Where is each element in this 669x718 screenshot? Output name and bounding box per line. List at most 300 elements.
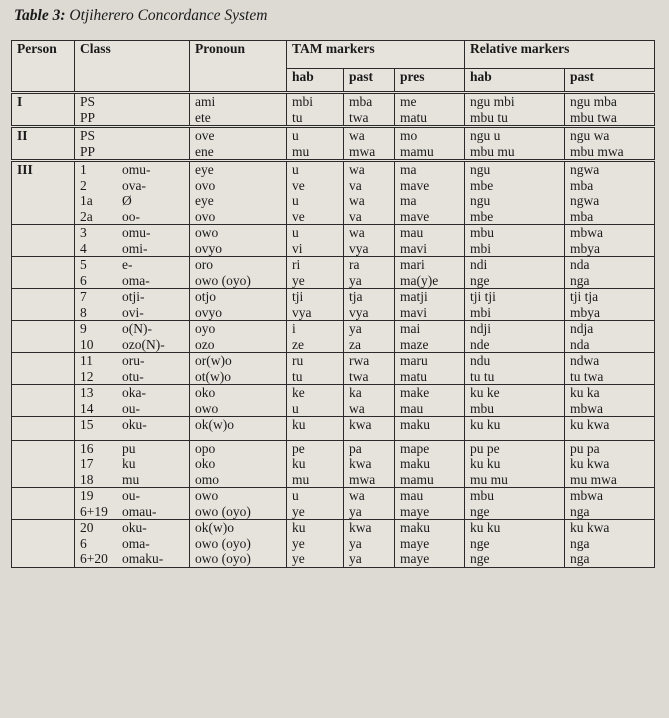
person-cell	[12, 273, 75, 289]
table-row	[12, 225, 655, 241]
class-cell	[75, 488, 190, 504]
pronoun-cell: or(w)o	[190, 353, 287, 369]
table-row	[12, 353, 655, 369]
class-cell	[75, 417, 190, 433]
pronoun-cell: opo	[190, 440, 287, 456]
table-row	[12, 273, 655, 289]
class-number: 6+20	[80, 551, 108, 566]
tam-hab-cell: tu	[287, 369, 344, 385]
person-cell	[12, 551, 75, 567]
class-cell	[75, 257, 190, 273]
pronoun-cell: otjo	[190, 289, 287, 305]
class-prefix: oku-	[122, 520, 147, 535]
class-prefix: omu-	[122, 162, 151, 177]
person-cell	[12, 417, 75, 433]
person-cell	[12, 520, 75, 536]
table-row	[12, 417, 655, 433]
pronoun-cell: owo	[190, 401, 287, 417]
tam-pres-cell: maru	[395, 353, 465, 369]
tam-pres-cell: mamu	[395, 144, 465, 161]
tam-pres-cell: mavi	[395, 241, 465, 257]
subheader-rel-hab: hab	[465, 69, 565, 93]
rel-past-cell: ndwa	[565, 353, 655, 369]
table-row	[12, 209, 655, 225]
tam-past-cell: ka	[344, 385, 395, 401]
tam-pres-cell: mavi	[395, 305, 465, 321]
tam-past-cell: mwa	[344, 472, 395, 488]
table-row	[12, 257, 655, 273]
pronoun-cell: oko	[190, 385, 287, 401]
class-cell	[75, 321, 190, 337]
class-number: 12	[80, 368, 94, 384]
rel-past-cell: nda	[565, 257, 655, 273]
person-cell	[12, 257, 75, 273]
rel-hab-cell: mbe	[465, 209, 565, 225]
rel-hab-cell: mbu	[465, 488, 565, 504]
class-number: 20	[80, 520, 94, 535]
class-prefix: ou-	[122, 488, 140, 503]
person-cell: I	[12, 93, 75, 110]
rel-hab-cell: ku ku	[465, 456, 565, 472]
tam-pres-cell: maze	[395, 337, 465, 353]
tam-pres-cell: maku	[395, 520, 465, 536]
class-cell	[75, 551, 190, 567]
rel-hab-cell: mbu tu	[465, 110, 565, 127]
tam-hab-cell: u	[287, 401, 344, 417]
table-row	[12, 178, 655, 194]
rel-hab-cell: mbu	[465, 225, 565, 241]
tam-hab-cell: ze	[287, 337, 344, 353]
table-row	[12, 536, 655, 552]
pronoun-cell: ene	[190, 144, 287, 161]
tam-hab-cell: ri	[287, 257, 344, 273]
rel-hab-cell: mbe	[465, 178, 565, 194]
tam-past-cell: ya	[344, 551, 395, 567]
tam-hab-cell: ye	[287, 504, 344, 520]
tam-pres-cell: matu	[395, 110, 465, 127]
tam-pres-cell: mave	[395, 178, 465, 194]
tam-hab-cell: u	[287, 127, 344, 144]
person-cell	[12, 144, 75, 161]
rel-past-cell: ku kwa	[565, 417, 655, 433]
tam-hab-cell: u	[287, 488, 344, 504]
rel-past-cell: tji tja	[565, 289, 655, 305]
table-row	[12, 337, 655, 353]
class-number: 2	[80, 177, 87, 193]
tam-past-cell: ya	[344, 321, 395, 337]
rel-past-cell: mbwa	[565, 401, 655, 417]
tam-past-cell: ya	[344, 273, 395, 289]
pronoun-cell: ok(w)o	[190, 417, 287, 433]
tam-past-cell: rwa	[344, 353, 395, 369]
rel-hab-cell: nde	[465, 337, 565, 353]
subheader-rel-past: past	[565, 69, 655, 93]
rel-hab-cell: nge	[465, 536, 565, 552]
header-tam-markers: TAM markers	[287, 41, 465, 69]
class-number: 19	[80, 488, 94, 503]
class-prefix: omaku-	[122, 551, 164, 566]
class-cell	[75, 225, 190, 241]
tam-past-cell: mwa	[344, 144, 395, 161]
tam-hab-cell: i	[287, 321, 344, 337]
rel-hab-cell: ndji	[465, 321, 565, 337]
rel-hab-cell: ngu mbi	[465, 93, 565, 110]
class-prefix: ova-	[122, 177, 146, 193]
class-number: PS	[80, 94, 96, 109]
person-cell	[12, 401, 75, 417]
tam-past-cell: vya	[344, 305, 395, 321]
tam-hab-cell: u	[287, 161, 344, 178]
person-cell: II	[12, 127, 75, 144]
class-prefix: ku	[122, 456, 136, 471]
rel-hab-cell: nge	[465, 504, 565, 520]
pronoun-cell: owo (oyo)	[190, 551, 287, 567]
class-prefix: omu-	[122, 225, 151, 240]
tam-pres-cell: mau	[395, 401, 465, 417]
tam-pres-cell: me	[395, 93, 465, 110]
class-cell	[75, 401, 190, 417]
rel-past-cell: ngu wa	[565, 127, 655, 144]
tam-past-cell: wa	[344, 161, 395, 178]
subheader-tam-hab: hab	[287, 69, 344, 93]
tam-pres-cell: mape	[395, 440, 465, 456]
rel-hab-cell: ku ku	[465, 417, 565, 433]
tam-pres-cell: ma(y)e	[395, 273, 465, 289]
rel-past-cell: nga	[565, 273, 655, 289]
tam-hab-cell: pe	[287, 440, 344, 456]
tam-past-cell: va	[344, 178, 395, 194]
class-cell	[75, 385, 190, 401]
pronoun-cell: ozo	[190, 337, 287, 353]
tam-hab-cell: mbi	[287, 93, 344, 110]
person-cell	[12, 321, 75, 337]
header-pronoun: Pronoun	[190, 41, 287, 93]
pronoun-cell: oyo	[190, 321, 287, 337]
class-cell	[75, 440, 190, 456]
rel-hab-cell: mu mu	[465, 472, 565, 488]
class-prefix: oma-	[122, 535, 150, 551]
class-cell	[75, 178, 190, 194]
pronoun-cell: ok(w)o	[190, 520, 287, 536]
person-cell	[12, 305, 75, 321]
rel-hab-cell: mbi	[465, 241, 565, 257]
rel-past-cell: ngu mba	[565, 93, 655, 110]
class-prefix: oku-	[122, 417, 147, 432]
tam-hab-cell: ru	[287, 353, 344, 369]
rel-hab-cell: ndu	[465, 353, 565, 369]
rel-hab-cell: ku ke	[465, 385, 565, 401]
person-cell	[12, 369, 75, 385]
person-cell	[12, 110, 75, 127]
tam-hab-cell: vya	[287, 305, 344, 321]
class-cell	[75, 144, 190, 161]
person-cell	[12, 178, 75, 194]
class-prefix: ozo(N)-	[122, 336, 165, 352]
table-row	[12, 93, 655, 110]
rel-past-cell: mba	[565, 178, 655, 194]
tam-hab-cell: mu	[287, 144, 344, 161]
rel-hab-cell: nge	[465, 273, 565, 289]
table-row	[12, 440, 655, 456]
pronoun-cell: owo (oyo)	[190, 504, 287, 520]
table-row	[12, 289, 655, 305]
rel-past-cell: ngwa	[565, 193, 655, 209]
class-prefix: oru-	[122, 353, 145, 368]
class-prefix: oma-	[122, 272, 150, 288]
class-prefix: ovi-	[122, 304, 144, 320]
person-cell	[12, 241, 75, 257]
tam-hab-cell: u	[287, 225, 344, 241]
tam-hab-cell: tji	[287, 289, 344, 305]
class-cell	[75, 93, 190, 110]
class-cell	[75, 504, 190, 520]
tam-hab-cell: u	[287, 193, 344, 209]
tam-hab-cell: ku	[287, 417, 344, 433]
tam-pres-cell: mo	[395, 127, 465, 144]
table-row	[12, 241, 655, 257]
table-row	[12, 488, 655, 504]
rel-past-cell: mba	[565, 209, 655, 225]
caption-title: Otjiherero Concordance System	[69, 7, 268, 24]
header-person: Person	[12, 41, 75, 93]
pronoun-cell: oro	[190, 257, 287, 273]
rel-hab-cell: tu tu	[465, 369, 565, 385]
class-cell	[75, 241, 190, 257]
table-row	[12, 193, 655, 209]
pronoun-cell: ovyo	[190, 305, 287, 321]
rel-hab-cell: nge	[465, 551, 565, 567]
class-number: 11	[80, 353, 93, 368]
table-row	[12, 504, 655, 520]
tam-pres-cell: maye	[395, 536, 465, 552]
pronoun-cell: oko	[190, 456, 287, 472]
tam-past-cell: pa	[344, 440, 395, 456]
tam-past-cell: ya	[344, 536, 395, 552]
rel-hab-cell: ndi	[465, 257, 565, 273]
tam-hab-cell: tu	[287, 110, 344, 127]
tam-past-cell: va	[344, 209, 395, 225]
class-cell	[75, 193, 190, 209]
pronoun-cell: ove	[190, 127, 287, 144]
table-caption	[14, 7, 267, 25]
class-prefix: Ø	[122, 193, 132, 208]
tam-hab-cell: vi	[287, 241, 344, 257]
tam-past-cell: tja	[344, 289, 395, 305]
class-cell	[75, 127, 190, 144]
subheader-tam-past: past	[344, 69, 395, 93]
tam-past-cell: kwa	[344, 456, 395, 472]
class-number: 16	[80, 440, 94, 456]
tam-pres-cell: maye	[395, 504, 465, 520]
table-row	[12, 144, 655, 161]
table-body	[12, 93, 655, 568]
rel-past-cell: ku kwa	[565, 520, 655, 536]
class-cell	[75, 472, 190, 488]
class-number: 17	[80, 456, 94, 471]
rel-hab-cell: mbu mu	[465, 144, 565, 161]
tam-pres-cell: make	[395, 385, 465, 401]
tam-past-cell: za	[344, 337, 395, 353]
table-row	[12, 385, 655, 401]
header-relative-markers: Relative markers	[465, 41, 655, 69]
spacer-row	[12, 433, 655, 441]
tam-pres-cell: ma	[395, 161, 465, 178]
class-number: 4	[80, 240, 87, 256]
tam-past-cell: ra	[344, 257, 395, 273]
table-row	[12, 321, 655, 337]
tam-pres-cell: mave	[395, 209, 465, 225]
tam-hab-cell: ye	[287, 273, 344, 289]
class-number: 14	[80, 400, 94, 416]
tam-hab-cell: ve	[287, 209, 344, 225]
class-cell	[75, 520, 190, 536]
class-cell	[75, 536, 190, 552]
tam-past-cell: wa	[344, 193, 395, 209]
class-number: PP	[80, 143, 96, 159]
tam-hab-cell: mu	[287, 472, 344, 488]
tam-hab-cell: ku	[287, 456, 344, 472]
class-cell	[75, 456, 190, 472]
class-number: 18	[80, 471, 94, 487]
person-cell	[12, 504, 75, 520]
pronoun-cell: ami	[190, 93, 287, 110]
tam-past-cell: wa	[344, 225, 395, 241]
class-number: PS	[80, 128, 96, 143]
class-number: 6+19	[80, 503, 108, 519]
tam-past-cell: wa	[344, 127, 395, 144]
rel-hab-cell: pu pe	[465, 440, 565, 456]
table-row	[12, 110, 655, 127]
rel-past-cell: ngwa	[565, 161, 655, 178]
tam-pres-cell: matu	[395, 369, 465, 385]
tam-pres-cell: mari	[395, 257, 465, 273]
class-prefix: otji-	[122, 289, 145, 304]
pronoun-cell: ot(w)o	[190, 369, 287, 385]
tam-past-cell: mba	[344, 93, 395, 110]
header-class: Class	[75, 41, 190, 93]
class-cell	[75, 305, 190, 321]
tam-past-cell: vya	[344, 241, 395, 257]
tam-past-cell: twa	[344, 369, 395, 385]
person-cell	[12, 289, 75, 305]
person-cell	[12, 536, 75, 552]
rel-hab-cell: ngu u	[465, 127, 565, 144]
person-cell	[12, 337, 75, 353]
class-number: 13	[80, 385, 94, 400]
pronoun-cell: eye	[190, 193, 287, 209]
class-number: 5	[80, 257, 87, 272]
class-prefix: omau-	[122, 503, 157, 519]
class-prefix: oka-	[122, 385, 146, 400]
person-cell	[12, 456, 75, 472]
tam-pres-cell: matji	[395, 289, 465, 305]
class-prefix: e-	[122, 257, 133, 272]
rel-past-cell: nga	[565, 504, 655, 520]
rel-past-cell: mbwa	[565, 225, 655, 241]
class-cell	[75, 369, 190, 385]
rel-past-cell: mbwa	[565, 488, 655, 504]
rel-past-cell: nda	[565, 337, 655, 353]
tam-pres-cell: mai	[395, 321, 465, 337]
tam-past-cell: wa	[344, 401, 395, 417]
tam-pres-cell: mau	[395, 488, 465, 504]
class-prefix: omi-	[122, 240, 148, 256]
person-cell	[12, 440, 75, 456]
pronoun-cell: owo (oyo)	[190, 273, 287, 289]
pronoun-cell: owo	[190, 225, 287, 241]
class-number: 10	[80, 336, 94, 352]
person-cell	[12, 225, 75, 241]
rel-hab-cell: tji tji	[465, 289, 565, 305]
class-cell	[75, 337, 190, 353]
class-number: 3	[80, 225, 87, 240]
pronoun-cell: ete	[190, 110, 287, 127]
class-number: 7	[80, 289, 87, 304]
rel-past-cell: pu pa	[565, 440, 655, 456]
class-prefix: oo-	[122, 208, 140, 224]
rel-past-cell: ndja	[565, 321, 655, 337]
tam-pres-cell: maku	[395, 456, 465, 472]
subheader-tam-pres: pres	[395, 69, 465, 93]
tam-past-cell: wa	[344, 488, 395, 504]
class-prefix: otu-	[122, 368, 144, 384]
pronoun-cell: eye	[190, 161, 287, 178]
table-row	[12, 401, 655, 417]
class-number: 6	[80, 272, 87, 288]
class-prefix: mu	[122, 471, 140, 487]
rel-hab-cell: ngu	[465, 161, 565, 178]
class-number: 15	[80, 417, 94, 432]
class-cell	[75, 110, 190, 127]
rel-past-cell: nga	[565, 551, 655, 567]
class-cell	[75, 209, 190, 225]
pronoun-cell: ovo	[190, 209, 287, 225]
table-row	[12, 127, 655, 144]
pronoun-cell: owo (oyo)	[190, 536, 287, 552]
table-row	[12, 161, 655, 178]
caption-label: Table 3:	[14, 7, 66, 24]
person-cell	[12, 472, 75, 488]
tam-hab-cell: ku	[287, 520, 344, 536]
rel-past-cell: tu twa	[565, 369, 655, 385]
class-prefix: ou-	[122, 400, 140, 416]
table-row	[12, 305, 655, 321]
table-row	[12, 551, 655, 567]
class-number: 1	[80, 162, 87, 177]
class-cell	[75, 289, 190, 305]
rel-past-cell: ku ka	[565, 385, 655, 401]
table-row	[12, 369, 655, 385]
person-cell	[12, 209, 75, 225]
class-number: 1a	[80, 193, 93, 208]
class-prefix: pu	[122, 440, 136, 456]
tam-hab-cell: ye	[287, 536, 344, 552]
rel-hab-cell: mbu	[465, 401, 565, 417]
person-cell	[12, 193, 75, 209]
rel-hab-cell: mbi	[465, 305, 565, 321]
class-number: 6	[80, 535, 87, 551]
tam-hab-cell: ye	[287, 551, 344, 567]
table-row	[12, 456, 655, 472]
class-number: PP	[80, 109, 96, 125]
rel-hab-cell: ngu	[465, 193, 565, 209]
pronoun-cell: ovyo	[190, 241, 287, 257]
class-cell	[75, 273, 190, 289]
tam-pres-cell: ma	[395, 193, 465, 209]
tam-hab-cell: ke	[287, 385, 344, 401]
class-number: 8	[80, 304, 87, 320]
rel-past-cell: mbya	[565, 305, 655, 321]
